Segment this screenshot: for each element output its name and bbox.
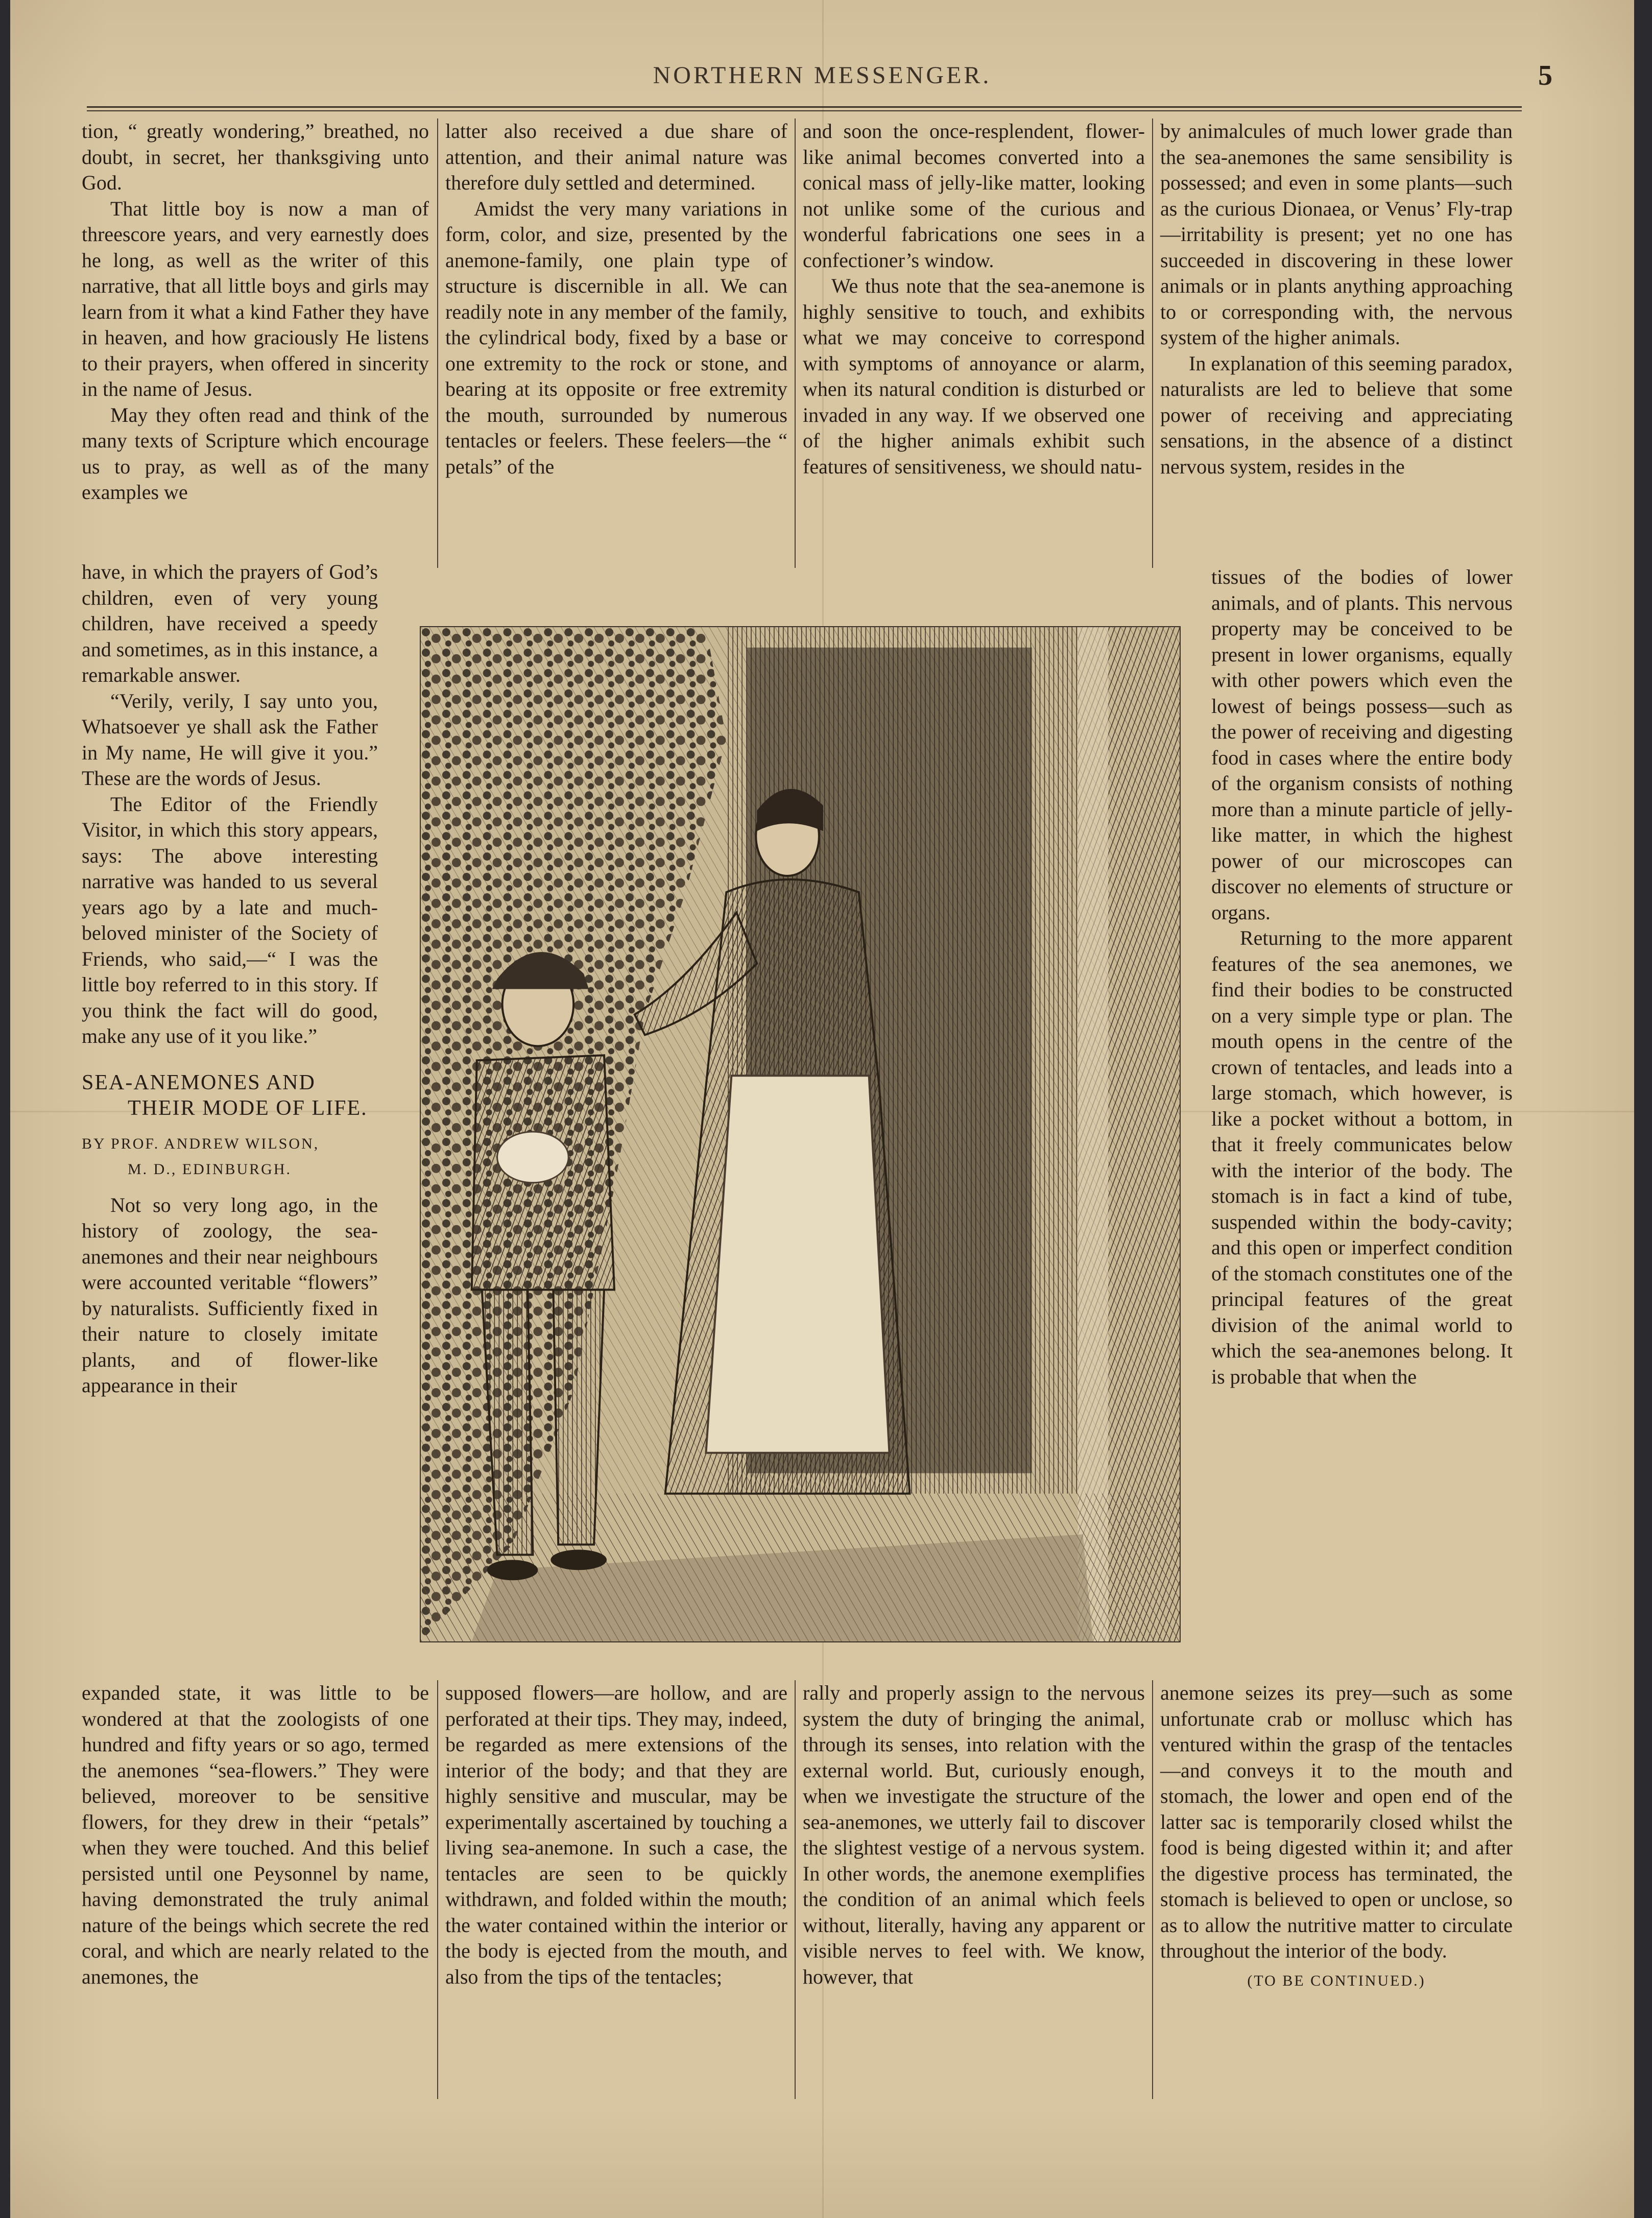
article-byline <box>82 1131 378 1182</box>
newspaper-page <box>10 0 1634 2218</box>
masthead-title: NORTHERN MESSENGER. <box>653 62 992 89</box>
paragraph: and soon the once-resplendent, flower-like animal becomes converted into a conical mass of jelly-like matter, looking not unlike some of the curious and wonderful fabrications one sees in a confectioner’s window. <box>803 120 1145 272</box>
page-number: 5 <box>1538 60 1552 91</box>
article-title-line-1: SEA-ANEMONES AND <box>82 1070 316 1094</box>
column-1-bottom <box>82 1680 429 1990</box>
paragraph: latter also received a due share of attention, and their animal nature was therefore duly settled and determined. <box>445 120 787 194</box>
paragraph: expanded state, it was little to be wondered at that the zoologists of one hundred and fifty years or so ago, termed the anemones “sea-flowers.” They were believed, moreover to be sensitive flowers, for they drew in their “petals” when they were touched. And this belief persisted until one Peysonnel by name, having demonstrated the truly animal nature of the beings which secrete the red coral, and which are nearly related to the anemones, the <box>82 1681 429 1988</box>
column-rule <box>1152 1680 1153 2099</box>
column-rule <box>437 1680 438 2099</box>
paragraph: rally and properly assign to the nervous system the duty of bringing the animal, through its senses, into relation with the external world. But, curiously enough, when we investigate the structure of the sea-anemones, we utterly fail to discover the slightest vestige of a nervous system. In other words, the anemone exemplifies the condition of an animal which feels without, literally, having any apparent or visible nerves to feel with. We know, however, that <box>803 1681 1145 1988</box>
column-4-bottom <box>1160 1680 1513 1994</box>
scripture-quote: “Verily, verily, I say unto you, Whatsoever ye shall ask the Father in My name, He will give it you.” These are the words of Jesus. <box>82 689 378 790</box>
continued-note: (TO BE CONTINUED.) <box>1247 1972 1426 1989</box>
paragraph: by animalcules of much lower grade than the sea-anemones the same sensibility is possessed; and even in some plants—such as the curious Dionaea, or Venus’ Fly-trap —irritability is present; yet no one has succeeded in discovering in these lower animals or in plants anything approaching to or corresponding with, the nervous system of the higher animals. <box>1160 120 1513 349</box>
header-rule-thin <box>87 110 1522 111</box>
paragraph: Amidst the very many variations in form, color, and size, presented by the anemone-family, one plain type of structure is discernible in all. We can readily note in any member of the family, the cylindrical body, fixed by a base or one extremity to the rock or stone, and bearing at its opposite or free extremity the mouth, surrounded by numerous tentacles or feelers. These feelers—the “ petals” of the <box>445 197 787 478</box>
engraving-illustration <box>420 626 1181 1642</box>
header-rule <box>87 106 1522 108</box>
byline-line-2: M. D., EDINBURGH. <box>128 1160 292 1178</box>
column-rule <box>1152 118 1153 568</box>
column-3-bottom <box>803 1680 1145 1990</box>
paragraph: Not so very long ago, in the history of zoology, the sea-anemones and their near neighbours were accounted veritable “flowers” by naturalists. Sufficiently fixed in their nature to closely imitate plants, and of flower-like appearance in their <box>82 1193 378 1397</box>
column-2-top <box>445 118 787 480</box>
column-rule <box>795 118 796 568</box>
paragraph: We thus note that the sea-anemone is highly sensitive to touch, and exhibits what we may conceive to correspond with symptoms of annoyance or alarm, when its natural condition is disturbed or invaded in any way. If we observed one of the higher animals exhibit such features of sensitiveness, we should natu- <box>803 274 1145 478</box>
column-1-top <box>82 118 429 506</box>
engraving-drawing <box>421 627 1180 1641</box>
paragraph: May they often read and think of the many texts of Scripture which encourage us to pray, as well as of the many examples we <box>82 403 429 504</box>
column-1-narrow <box>82 559 378 1399</box>
article-title <box>82 1070 378 1121</box>
column-rule <box>437 118 438 568</box>
byline-line-1: BY PROF. ANDREW WILSON, <box>82 1135 320 1152</box>
column-3-top <box>803 118 1145 480</box>
column-4-narrow <box>1211 564 1513 1390</box>
paragraph: That little boy is now a man of threescore years, and very earnestly does he long, as well as the writer of this narrative, that all little boys and girls may learn from it what a kind Father they have in heaven, and how graciously He listens to their prayers, when offered in sincerity in the name of Jesus. <box>82 197 429 400</box>
paragraph: anemone seizes its prey—such as some unfortunate crab or mollusc which has ventured within the grasp of the tentacles—and conveys it to the mouth and stomach, the lower and open end of the latter sac is temporarily closed whilst the food is being digested within it; and after the digestive process has terminated, the stomach is believed to open or unclose, so as to allow the nutritive matter to circulate throughout the interior of the body. <box>1160 1681 1513 1962</box>
paragraph: have, in which the prayers of God’s children, even of very young children, have received a speedy and sometimes, as in this instance, a remarkable answer. <box>82 560 378 686</box>
paragraph: The Editor of the Friendly Visitor, in which this story appears, says: The above interesting narrative was handed to us several years ago by a late and much-beloved minister of the Society of Friends, who said,—“ I was the little boy referred to in this story. If you think the fact will do good, make any use of it you like.” <box>82 792 378 1047</box>
paragraph: tion, “ greatly wondering,” breathed, no doubt, in secret, her thanksgiving unto God. <box>82 120 429 194</box>
paragraph: Returning to the more apparent features of the sea anemones, we find their bodies to be constructed on a very simple type or plan. The mouth opens in the centre of the crown of tentacles, and leads into a large stomach, which however, is like a pocket without a bottom, in that it freely communicates below with the interior of the body. The stomach is in fact a kind of tube, suspended within the body-cavity; and this open or imperfect condition of the stomach constitutes one of the principal features of the great division of the animal world to which the sea-anemones belong. It is probable that when the <box>1211 926 1513 1388</box>
paragraph: tissues of the bodies of lower animals, and of plants. This nervous property may be conceived to be present in lower organisms, equally with other powers which even the lowest of beings possess—such as the power of receiving and digesting food in cases where the entire body of the organism consists of nothing more than a minute particle of jelly-like matter, in which the highest power of our microscopes can discover no elements of structure or organs. <box>1211 565 1513 924</box>
column-rule <box>795 1680 796 2099</box>
article-title-line-2: THEIR MODE OF LIFE. <box>128 1096 368 1120</box>
column-2-bottom <box>445 1680 787 1990</box>
paragraph: supposed flowers—are hollow, and are perforated at their tips. They may, indeed, be regarded as mere extensions of the interior of the body; and that they are highly sensitive and muscular, may be experimentally ascertained by touching a living sea-anemone. In such a case, the tentacles are seen to be quickly withdrawn, and folded within the mouth; the water contained within the interior or the body is ejected from the mouth, and also from the tips of the tentacles; <box>445 1681 787 1988</box>
column-4-top <box>1160 118 1513 480</box>
paragraph: In explanation of this seeming paradox, naturalists are led to believe that some power of receiving and appreciating sensations, in the absence of a distinct nervous system, resides in the <box>1160 351 1513 478</box>
